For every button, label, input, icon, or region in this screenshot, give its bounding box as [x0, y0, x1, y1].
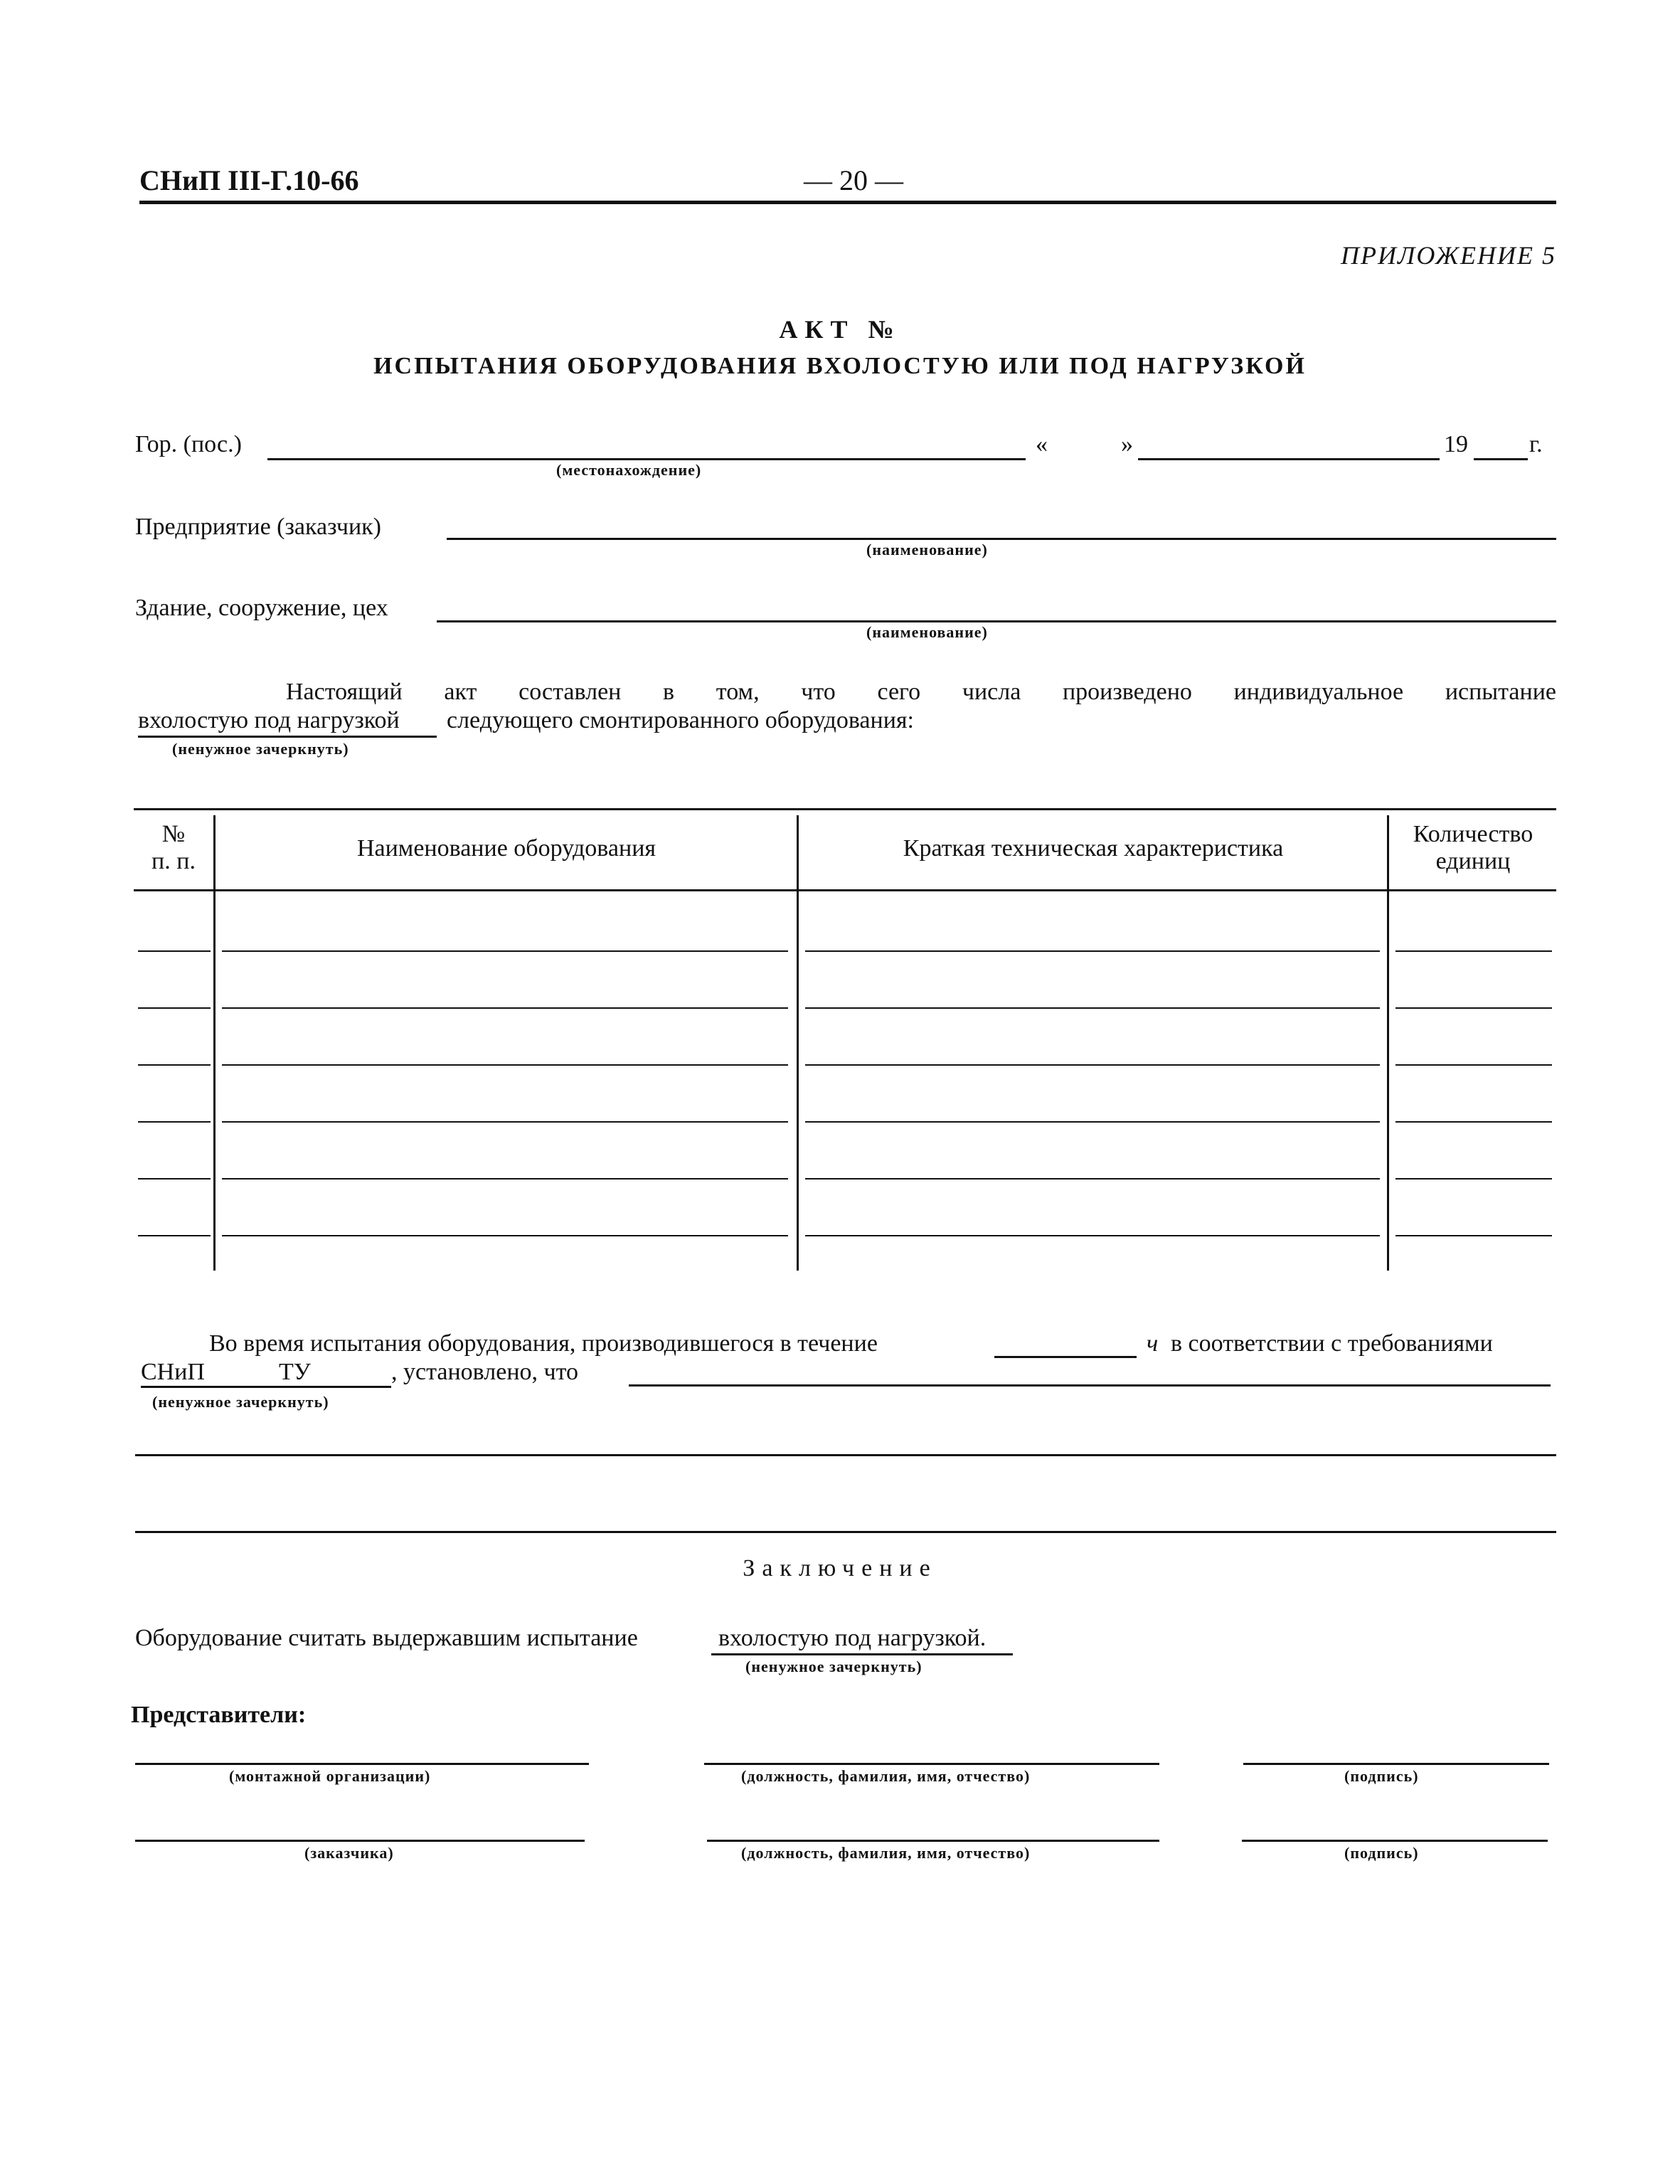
intro-hint: (ненужное зачеркнуть) — [172, 740, 349, 758]
col-header-number-line2: п. п. — [151, 848, 196, 874]
year-suffix: г. — [1529, 431, 1543, 457]
location-field[interactable] — [267, 458, 1026, 460]
customer-signature-field[interactable] — [1242, 1840, 1548, 1842]
location-hint: (местонахождение) — [556, 461, 702, 479]
table-cell-line[interactable] — [1395, 1235, 1552, 1236]
conclusion-hint: (ненужное зачеркнуть) — [745, 1658, 923, 1675]
document-code: СНиП III-Г.10-66 — [139, 164, 359, 196]
table-cell-line[interactable] — [1395, 1064, 1552, 1066]
table-cell-line[interactable] — [222, 1121, 788, 1123]
conclusion-title: Заключение — [743, 1555, 937, 1581]
duration-field[interactable] — [994, 1356, 1137, 1358]
table-cell-line[interactable] — [138, 1064, 211, 1066]
conclusion-options-underline — [711, 1653, 1013, 1655]
installer-signature-field[interactable] — [1243, 1763, 1549, 1765]
intro-options-underline — [138, 736, 437, 738]
table-col-divider-3 — [1387, 815, 1389, 1271]
conclusion-options: вхолостую под нагрузкой. — [718, 1625, 987, 1651]
findings-field-2[interactable] — [135, 1454, 1556, 1456]
customer-signature-hint: (подпись) — [1344, 1844, 1419, 1862]
table-cell-line[interactable] — [805, 950, 1380, 952]
year-field[interactable] — [1474, 458, 1528, 460]
year-prefix: 19 — [1444, 431, 1468, 457]
appendix-label: ПРИЛОЖЕНИЕ 5 — [1341, 241, 1556, 270]
col-header-quantity-line2: единиц — [1435, 848, 1511, 874]
table-cell-line[interactable] — [138, 1121, 211, 1123]
testing-hint: (ненужное зачеркнуть) — [152, 1393, 329, 1411]
table-cell-line[interactable] — [805, 1178, 1380, 1180]
day-quote-close: » — [1121, 431, 1133, 457]
installer-person-field[interactable] — [704, 1763, 1159, 1765]
day-quote-open: « — [1036, 431, 1048, 457]
intro-line-1: Настоящий акт составлен в том, что сего числа произведено индивидуальное испытание — [286, 679, 1556, 705]
table-cell-line[interactable] — [805, 1007, 1380, 1009]
col-header-quantity-line1: Количество — [1413, 821, 1533, 847]
option-snip: СНиП — [141, 1359, 205, 1385]
table-cell-line[interactable] — [138, 950, 211, 952]
customer-org-hint: (заказчика) — [304, 1844, 394, 1862]
representatives-label: Представители: — [131, 1702, 307, 1728]
building-label: Здание, сооружение, цех — [135, 595, 388, 621]
building-field[interactable] — [437, 620, 1556, 622]
option-tu: ТУ — [279, 1359, 311, 1385]
table-cell-line[interactable] — [138, 1235, 211, 1236]
col-header-number-line1: № — [161, 821, 186, 847]
conclusion-text: Оборудование считать выдержавшим испытание — [135, 1625, 638, 1651]
col-header-specs: Краткая техническая характеристика — [903, 835, 1284, 862]
table-cell-line[interactable] — [222, 1064, 788, 1066]
enterprise-hint: (наименование) — [866, 541, 988, 558]
testing-line-1b: в соответствии с требованиями — [1171, 1330, 1493, 1357]
findings-field-1[interactable] — [629, 1384, 1551, 1387]
intro-options: вхолостую под нагрузкой — [138, 707, 400, 733]
building-hint: (наименование) — [866, 623, 988, 641]
table-cell-line[interactable] — [222, 1235, 788, 1236]
act-subtitle: ИСПЫТАНИЯ ОБОРУДОВАНИЯ ВХОЛОСТУЮ ИЛИ ПОД НАГРУЗКОЙ — [373, 353, 1307, 379]
location-label: Гор. (пос.) — [135, 431, 242, 457]
month-field[interactable] — [1138, 458, 1440, 460]
testing-options-underline — [141, 1386, 391, 1388]
customer-person-field[interactable] — [707, 1840, 1159, 1842]
col-header-name: Наименование оборудования — [356, 835, 656, 862]
table-col-divider-2 — [797, 815, 799, 1271]
col-header-quantity — [1390, 821, 1556, 875]
hours-unit: ч — [1147, 1330, 1159, 1357]
table-cell-line[interactable] — [805, 1064, 1380, 1066]
table-cell-line[interactable] — [1395, 1007, 1552, 1009]
table-cell-line[interactable] — [222, 950, 788, 952]
table-header-rule — [134, 889, 1556, 891]
table-cell-line[interactable] — [222, 1178, 788, 1180]
table-cell-line[interactable] — [805, 1121, 1380, 1123]
installer-person-hint: (должность, фамилия, имя, отчество) — [741, 1767, 1031, 1785]
table-cell-line[interactable] — [1395, 1178, 1552, 1180]
enterprise-label: Предприятие (заказчик) — [135, 514, 381, 540]
installer-signature-hint: (подпись) — [1344, 1767, 1419, 1785]
installer-org-field[interactable] — [135, 1763, 589, 1765]
findings-field-3[interactable] — [135, 1531, 1556, 1533]
act-title: АКТ № — [779, 315, 901, 344]
table-cell-line[interactable] — [138, 1007, 211, 1009]
table-col-divider-1 — [213, 815, 216, 1271]
table-top-rule — [134, 808, 1556, 810]
header-rule — [139, 201, 1556, 204]
table-cell-line[interactable] — [805, 1235, 1380, 1236]
table-cell-line[interactable] — [1395, 1121, 1552, 1123]
enterprise-field[interactable] — [447, 538, 1556, 540]
testing-line-1a: Во время испытания оборудования, производившегося в течение — [209, 1330, 878, 1357]
table-cell-line[interactable] — [1395, 950, 1552, 952]
installer-org-hint: (монтажной организации) — [229, 1767, 431, 1785]
customer-org-field[interactable] — [135, 1840, 585, 1842]
col-header-number — [134, 821, 213, 875]
testing-line-2: , установлено, что — [391, 1359, 579, 1385]
customer-person-hint: (должность, фамилия, имя, отчество) — [741, 1844, 1031, 1862]
intro-line-2: следующего смонтированного оборудования: — [447, 707, 914, 733]
table-cell-line[interactable] — [222, 1007, 788, 1009]
page-number: — 20 — — [804, 164, 903, 196]
table-cell-line[interactable] — [138, 1178, 211, 1180]
